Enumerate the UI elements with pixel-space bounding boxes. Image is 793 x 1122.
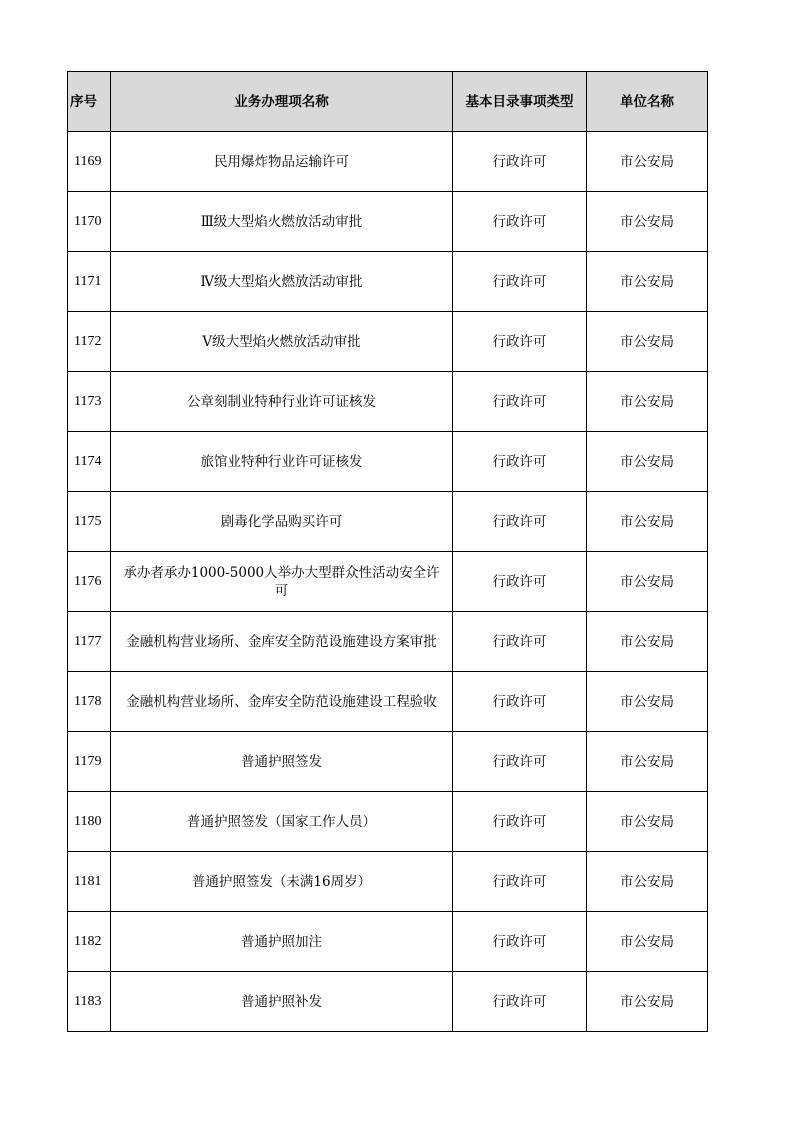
table-row <box>68 252 708 312</box>
item-type-cell: 行政许可 <box>453 672 587 732</box>
items-table <box>67 71 708 1032</box>
table-row <box>68 912 708 972</box>
item-name-cell: 金融机构营业场所、金库安全防范设施建设方案审批 <box>111 612 453 672</box>
header-row <box>68 72 708 132</box>
serial-number-cell: 1182 <box>68 912 111 972</box>
table-row <box>68 792 708 852</box>
item-type-cell: 行政许可 <box>453 612 587 672</box>
table-row <box>68 852 708 912</box>
item-type-cell: 行政许可 <box>453 732 587 792</box>
item-name-cell: Ⅴ级大型焰火燃放活动审批 <box>111 312 453 372</box>
item-name-cell: 剧毒化学品购买许可 <box>111 492 453 552</box>
unit-name-cell: 市公安局 <box>587 912 708 972</box>
serial-number-cell: 1174 <box>68 432 111 492</box>
unit-name-cell: 市公安局 <box>587 672 708 732</box>
serial-number-cell: 1183 <box>68 972 111 1032</box>
item-type-cell: 行政许可 <box>453 132 587 192</box>
item-name-cell: 普通护照签发（未满16周岁） <box>111 852 453 912</box>
unit-name-cell: 市公安局 <box>587 492 708 552</box>
table-row <box>68 672 708 732</box>
item-name-cell: 金融机构营业场所、金库安全防范设施建设工程验收 <box>111 672 453 732</box>
table-row <box>68 312 708 372</box>
table-body <box>68 132 708 1032</box>
item-type-cell: 行政许可 <box>453 312 587 372</box>
item-type-cell: 行政许可 <box>453 252 587 312</box>
unit-name-cell: 市公安局 <box>587 732 708 792</box>
item-name-cell: 普通护照补发 <box>111 972 453 1032</box>
item-name-cell: 普通护照签发 <box>111 732 453 792</box>
table-row <box>68 192 708 252</box>
item-type-cell: 行政许可 <box>453 912 587 972</box>
unit-name-cell: 市公安局 <box>587 432 708 492</box>
unit-name-cell: 市公安局 <box>587 792 708 852</box>
table-row <box>68 132 708 192</box>
header-item-type: 基本目录事项类型 <box>453 72 587 132</box>
serial-number-cell: 1176 <box>68 552 111 612</box>
serial-number-cell: 1173 <box>68 372 111 432</box>
table-row <box>68 432 708 492</box>
unit-name-cell: 市公安局 <box>587 252 708 312</box>
header-serial-number: 序号 <box>68 72 111 132</box>
item-name-cell: 承办者承办1000-5000人举办大型群众性活动安全许可 <box>111 552 453 612</box>
serial-number-cell: 1180 <box>68 792 111 852</box>
unit-name-cell: 市公安局 <box>587 372 708 432</box>
item-type-cell: 行政许可 <box>453 432 587 492</box>
item-type-cell: 行政许可 <box>453 492 587 552</box>
unit-name-cell: 市公安局 <box>587 192 708 252</box>
item-type-cell: 行政许可 <box>453 852 587 912</box>
table-header <box>68 72 708 132</box>
header-unit-name: 单位名称 <box>587 72 708 132</box>
serial-number-cell: 1177 <box>68 612 111 672</box>
table-row <box>68 372 708 432</box>
item-type-cell: 行政许可 <box>453 372 587 432</box>
item-name-cell: 民用爆炸物品运输许可 <box>111 132 453 192</box>
unit-name-cell: 市公安局 <box>587 132 708 192</box>
item-type-cell: 行政许可 <box>453 552 587 612</box>
table-row <box>68 972 708 1032</box>
unit-name-cell: 市公安局 <box>587 852 708 912</box>
table-row <box>68 492 708 552</box>
serial-number-cell: 1171 <box>68 252 111 312</box>
item-name-cell: Ⅲ级大型焰火燃放活动审批 <box>111 192 453 252</box>
table-row <box>68 732 708 792</box>
table-row <box>68 612 708 672</box>
unit-name-cell: 市公安局 <box>587 972 708 1032</box>
unit-name-cell: 市公安局 <box>587 552 708 612</box>
serial-number-cell: 1175 <box>68 492 111 552</box>
item-name-cell: Ⅳ级大型焰火燃放活动审批 <box>111 252 453 312</box>
item-type-cell: 行政许可 <box>453 972 587 1032</box>
item-name-cell: 普通护照签发（国家工作人员） <box>111 792 453 852</box>
unit-name-cell: 市公安局 <box>587 612 708 672</box>
serial-number-cell: 1169 <box>68 132 111 192</box>
item-name-cell: 普通护照加注 <box>111 912 453 972</box>
item-name-cell: 公章刻制业特种行业许可证核发 <box>111 372 453 432</box>
serial-number-cell: 1178 <box>68 672 111 732</box>
unit-name-cell: 市公安局 <box>587 312 708 372</box>
header-item-name: 业务办理项名称 <box>111 72 453 132</box>
item-type-cell: 行政许可 <box>453 792 587 852</box>
serial-number-cell: 1179 <box>68 732 111 792</box>
serial-number-cell: 1172 <box>68 312 111 372</box>
table-row <box>68 552 708 612</box>
serial-number-cell: 1170 <box>68 192 111 252</box>
serial-number-cell: 1181 <box>68 852 111 912</box>
item-type-cell: 行政许可 <box>453 192 587 252</box>
item-name-cell: 旅馆业特种行业许可证核发 <box>111 432 453 492</box>
